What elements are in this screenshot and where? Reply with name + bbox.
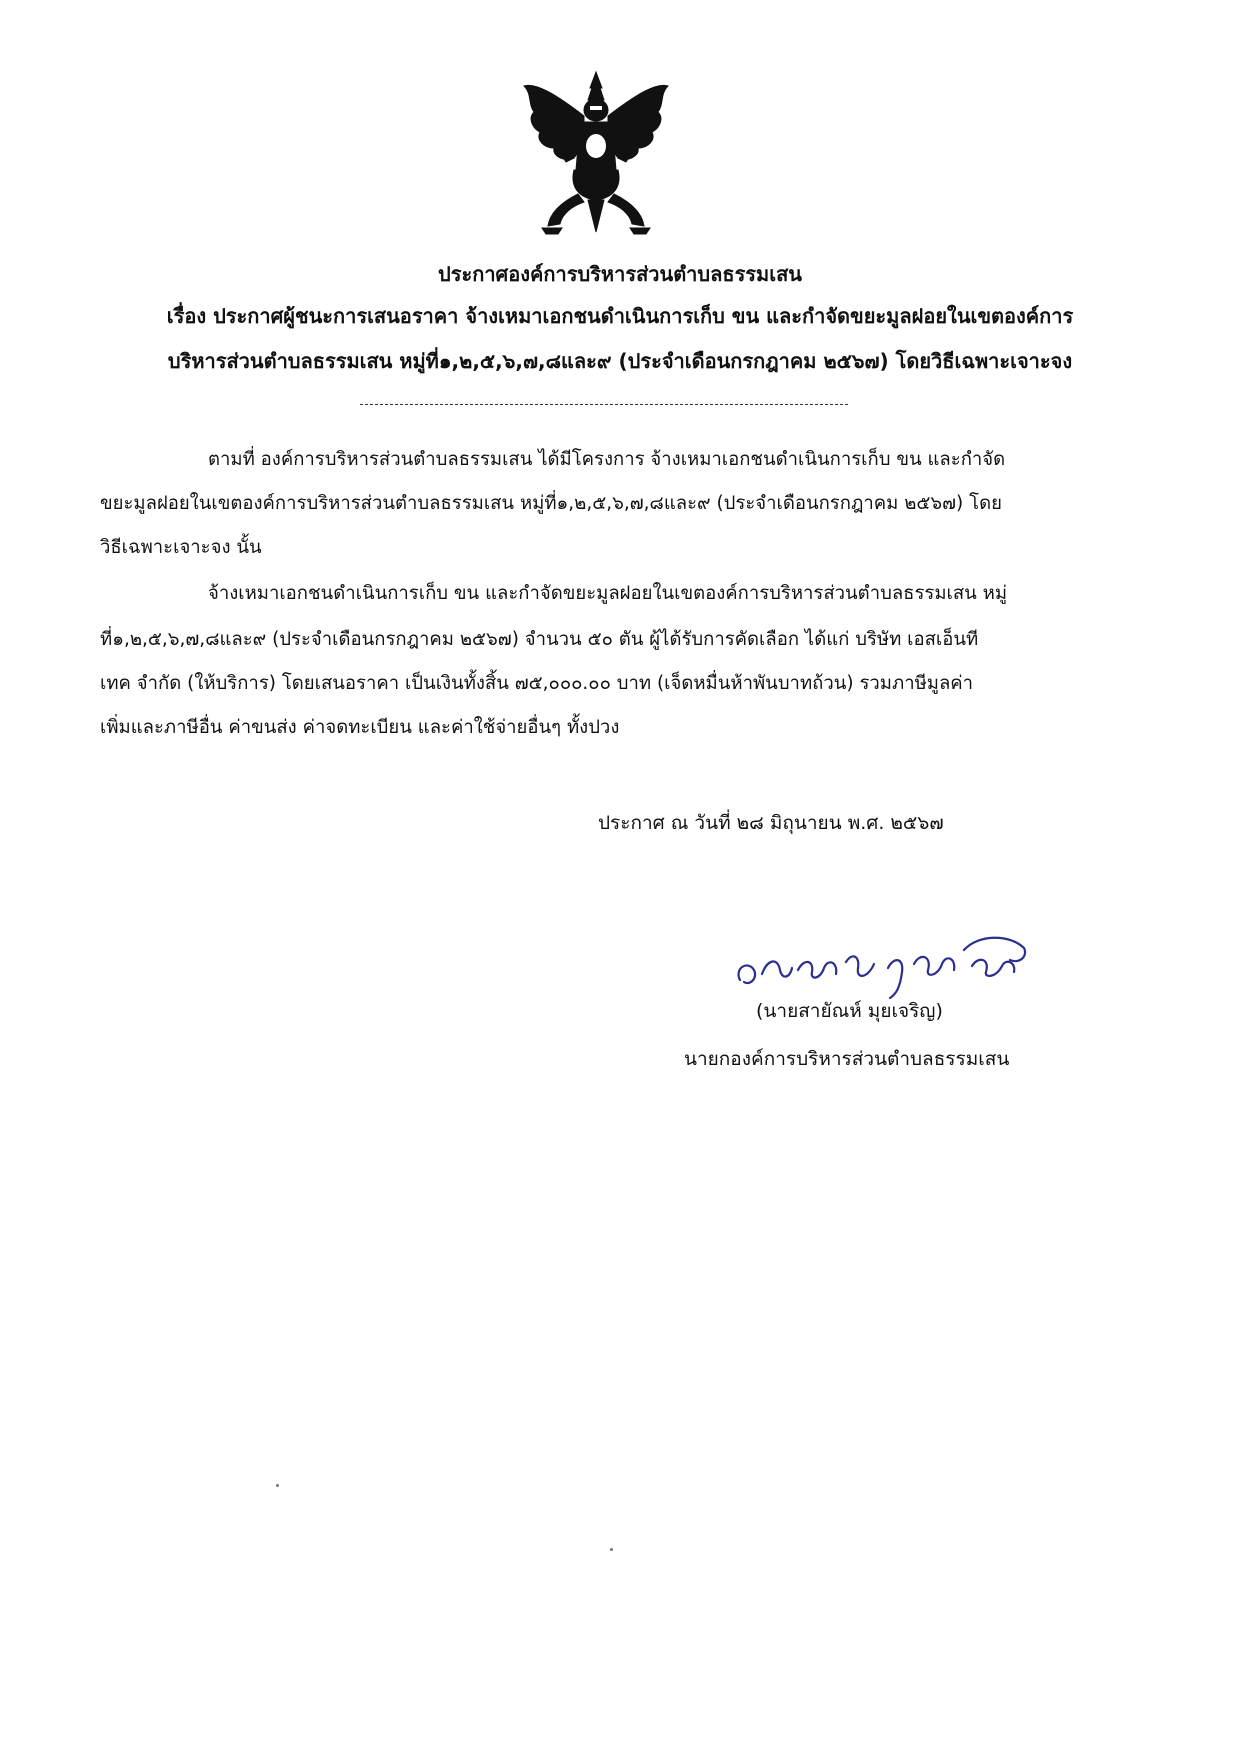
signer-title: นายกองค์การบริหารส่วนตำบลธรรมเสน — [684, 1048, 1010, 1070]
subject-line-1: เรื่อง ประกาศผู้ชนะการเสนอราคา จ้างเหมาเอกชนดำเนินการเก็บ ขน และกำจัดขยะมูลฝอยในเขตองค์การ — [166, 304, 1074, 328]
paragraph-2-line: เทค จำกัด (ให้บริการ) โดยเสนอราคา เป็นเงินทั้งสิ้น ๗๕,๐๐๐.๐๐ บาท (เจ็ดหมื่นห้าพันบาทถ้วน) รวมภาษีมูลค่า — [100, 673, 974, 694]
paragraph-1-line: ตามที่ องค์การบริหารส่วนตำบลธรรมเสน ได้มีโครงการ จ้างเหมาเอกชนดำเนินการเก็บ ขน และกำจัด — [208, 449, 1006, 470]
paragraph-2-line: จ้างเหมาเอกชนดำเนินการเก็บ ขน และกำจัดขยะมูลฝอยในเขตองค์การบริหารส่วนตำบลธรรมเสน หมู่ — [208, 583, 1008, 604]
garuda-emblem-icon — [518, 66, 674, 236]
paragraph-2-line: เพิ่มและภาษีอื่น ค่าขนส่ง ค่าจดทะเบียน และค่าใช้จ่ายอื่นๆ ทั้งปวง — [100, 717, 620, 738]
subject-line-2: บริหารส่วนตำบลธรรมเสน หมู่ที่๑,๒,๕,๖,๗,๘และ๙ (ประจำเดือนกรกฎาคม ๒๕๖๗) โดยวิธีเฉพาะเจาะจง — [167, 349, 1073, 373]
paragraph-2-line: ที่๑,๒,๕,๖,๗,๘และ๙ (ประจำเดือนกรกฎาคม ๒๕๖๗) จำนวน ๕๐ ตัน ผู้ได้รับการคัดเลือก ได้แก่ บริษัท เอสเอ็นที — [100, 629, 979, 650]
scan-speck — [610, 1548, 613, 1551]
announcement-date: ประกาศ ณ วันที่ ๒๘ มิถุนายน พ.ศ. ๒๕๖๗ — [598, 812, 944, 834]
handwritten-signature-icon — [728, 928, 1038, 1002]
paragraph-1-line: วิธีเฉพาะเจาะจง นั้น — [100, 537, 262, 558]
signer-name: (นายสายัณห์ มุยเจริญ) — [756, 1000, 943, 1022]
organization-title: ประกาศองค์การบริหารส่วนตำบลธรรมเสน — [438, 262, 802, 286]
paragraph-1-line: ขยะมูลฝอยในเขตองค์การบริหารส่วนตำบลธรรมเสน หมู่ที่๑,๒,๕,๖,๗,๘และ๙ (ประจำเดือนกรกฎาคม ๒๕๖๗) โดย — [100, 493, 1002, 514]
title-divider — [360, 404, 848, 405]
scan-speck — [276, 1484, 279, 1487]
